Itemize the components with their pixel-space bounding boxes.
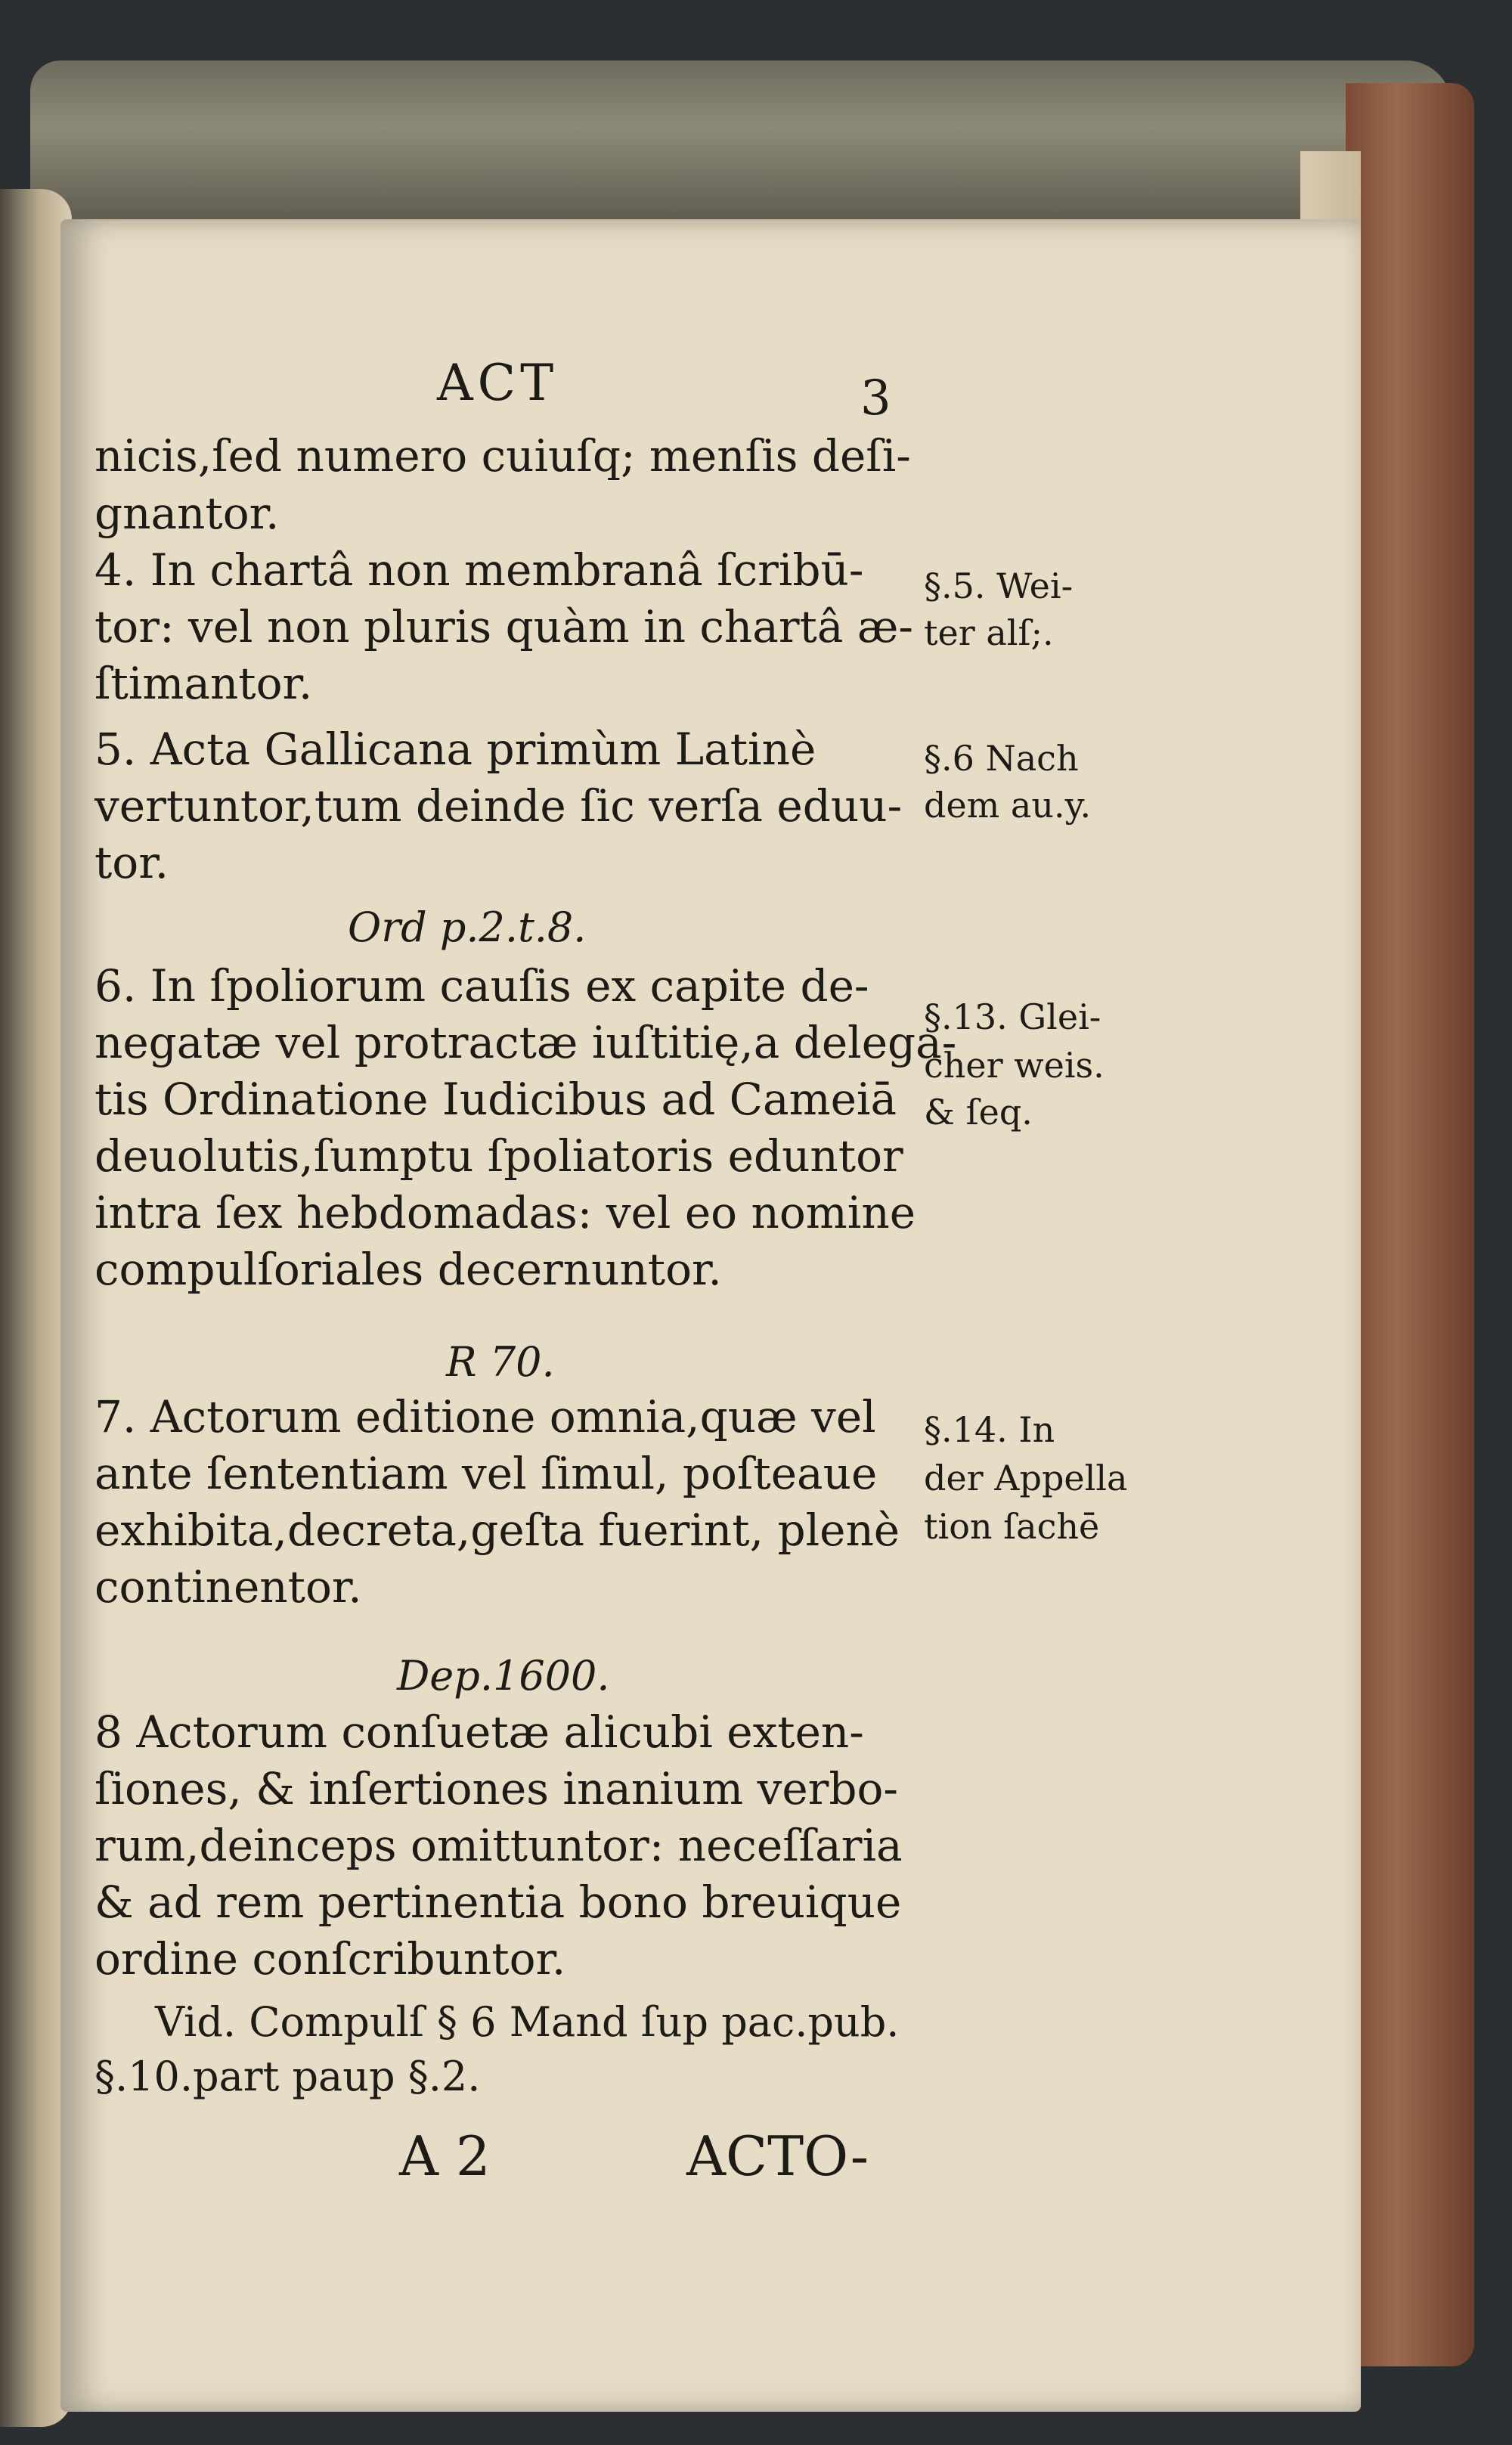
text-line: ſtimantor. <box>94 658 313 709</box>
text-line: tor. <box>94 837 169 888</box>
margin-note: & ſeq. <box>924 1092 1033 1133</box>
margin-note: cher weis. <box>924 1045 1105 1086</box>
text-line: 7. Actorum editione omnia,quæ vel <box>94 1391 876 1443</box>
text-line: rum,deinceps omittuntor: neceſſaria <box>94 1820 903 1871</box>
text-line: 4. In chartâ non membranâ ſcribū- <box>94 544 864 596</box>
margin-note: ter alſ;. <box>924 612 1054 653</box>
catchword: ACTO- <box>686 2124 869 2188</box>
text-line: ante ſententiam vel ſimul, poſteaue <box>94 1448 878 1499</box>
running-header: ACT <box>437 354 559 412</box>
text-line: & ad rem pertinentia bono breuique <box>94 1876 902 1928</box>
text-line: 8 Actorum conſuetæ alicubi exten- <box>94 1706 864 1758</box>
text-line: continentor. <box>94 1561 362 1613</box>
text-line: intra ſex hebdomadas: vel eo nomine <box>94 1187 916 1238</box>
margin-note: tion ſachē <box>924 1506 1100 1547</box>
reference-line: Vid. Compulſ § 6 Mand ſup pac.pub. <box>155 1998 900 2046</box>
book-cover-edge <box>1346 83 1474 2366</box>
text-line: ordine conſcribuntor. <box>94 1933 566 1985</box>
text-line: tor: vel non pluris quàm in chartâ æ- <box>94 601 913 652</box>
text-line: 5. Acta Gallicana primùm Latinè <box>94 724 816 775</box>
text-line: compulſoriales decernuntor. <box>94 1244 722 1295</box>
text-line: 6. In ſpoliorum cauſis ex capite de- <box>94 960 869 1012</box>
section-heading: Dep.1600. <box>397 1652 610 1700</box>
book-top-edge <box>30 60 1452 227</box>
signature-mark: A 2 <box>399 2124 491 2188</box>
margin-note: §.14. In <box>924 1409 1055 1450</box>
reference-line: §.10.part paup §.2. <box>94 2053 481 2100</box>
margin-note: §.5. Wei- <box>924 566 1074 606</box>
section-heading: Ord p.2.t.8. <box>348 903 587 951</box>
margin-note: §.6 Nach <box>924 738 1079 779</box>
text-line: exhibita,decreta,geſta fuerint, plenè <box>94 1504 900 1556</box>
text-line: deuolutis,ſumptu ſpoliatoris eduntor <box>94 1130 903 1182</box>
margin-note: §.13. Glei- <box>924 996 1101 1037</box>
margin-note: dem au.y. <box>924 785 1092 826</box>
margin-note: der Appella <box>924 1458 1128 1498</box>
text-line: vertuntor,tum deinde ſic verſa eduu- <box>94 780 903 832</box>
text-line: nicis,ſed numero cuiuſq; menſis deſi- <box>94 430 911 482</box>
text-line: negatæ vel protractæ iuſtitię,a delega- <box>94 1017 957 1068</box>
text-line: gnantor. <box>94 488 280 539</box>
text-line: ſiones, & inſertiones inanium verbo- <box>94 1763 899 1814</box>
text-line: tis Ordinatione Iudicibus ad Cameiā <box>94 1074 897 1125</box>
page-number: 3 <box>860 370 891 426</box>
section-heading: R 70. <box>446 1338 555 1386</box>
